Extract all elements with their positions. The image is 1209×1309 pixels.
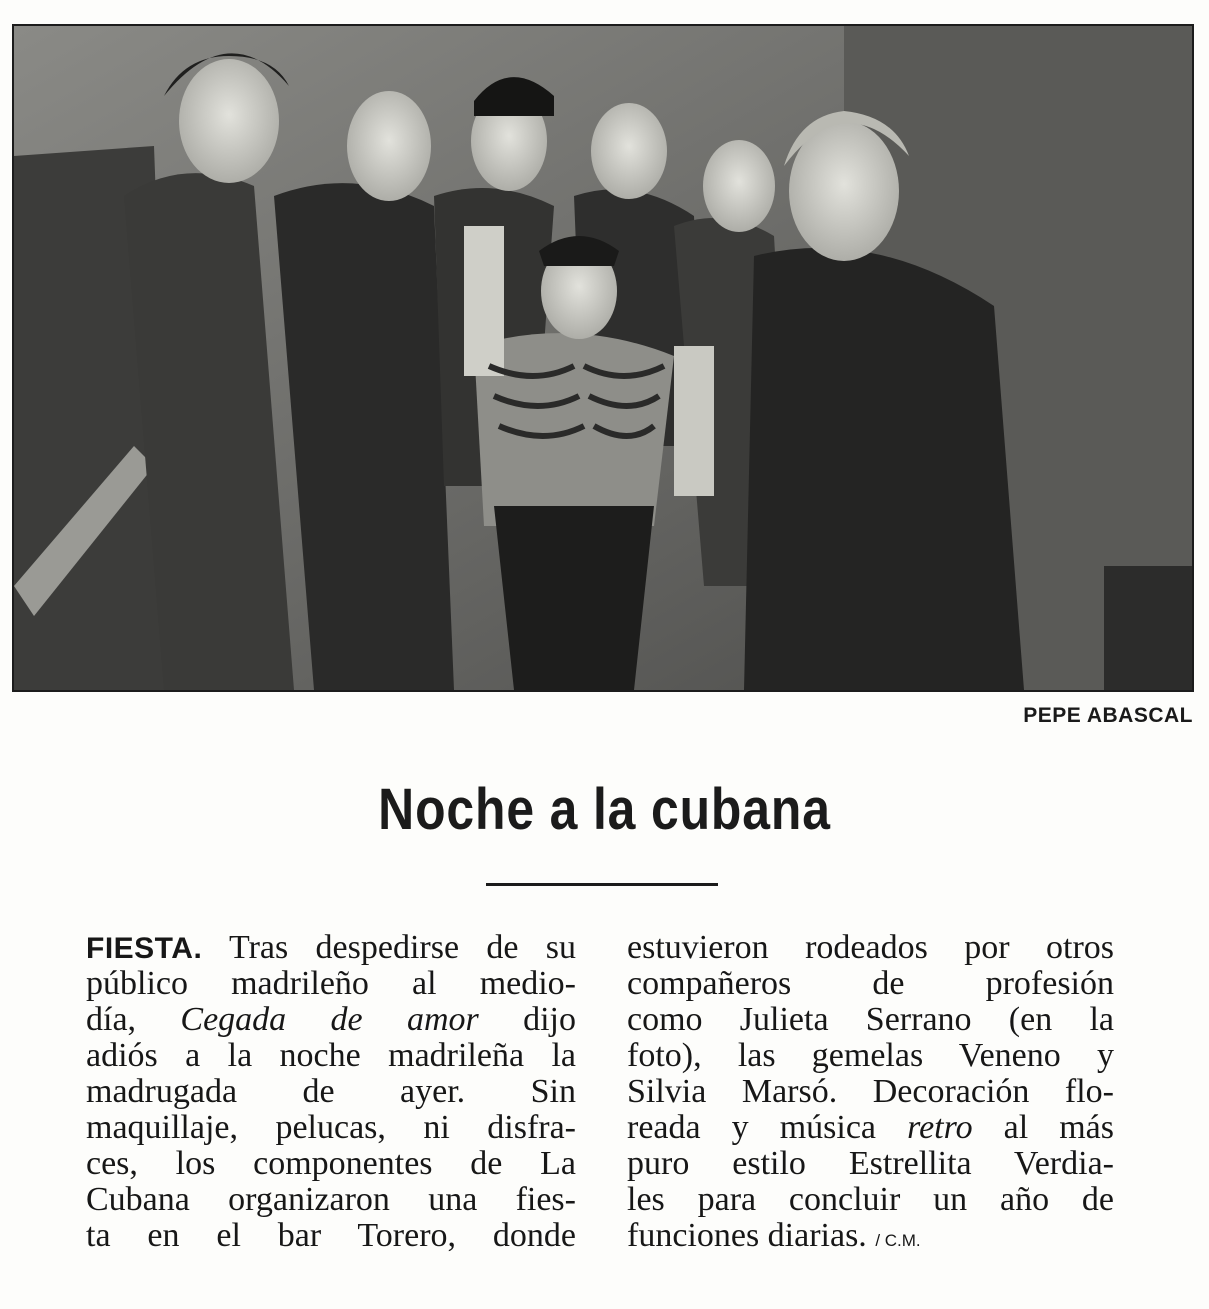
text-line: ta en el bar Torero, donde [86,1217,576,1254]
text-line: funciones diarias. / C.M. [627,1217,921,1254]
photo-credit: PEPE ABASCAL [1023,704,1193,727]
text-line: madrugada de ayer. Sin [86,1073,576,1110]
text-line: compañeros de profesión [627,965,1114,1002]
text-line: foto), las gemelas Veneno y [627,1037,1114,1074]
article-column-1 [86,930,576,1254]
group-photo [12,24,1194,692]
text-line: FIESTA. Tras despedirse de su [86,929,577,966]
text-line: ces, los componentes de La [86,1145,576,1182]
author-signature: / C.M. [875,1231,921,1250]
text-line: Silvia Marsó. Decoración flo- [627,1073,1114,1110]
text-line: maquillaje, pelucas, ni disfra- [86,1109,576,1146]
headline: Noche a la cubana [378,777,831,842]
text-line: les para concluir un año de [627,1181,1114,1218]
text-line: Cubana organizaron una fies- [86,1181,576,1218]
text-line: público madrileño al medio- [86,965,576,1002]
text-line: puro estilo Estrellita Verdia- [627,1145,1114,1182]
film-title: Cegada de amor [180,1001,479,1038]
text-line: día, Cegada de amor dijo [86,1001,577,1038]
lead-word: FIESTA. [86,932,203,965]
headline-divider [486,883,718,886]
group-photo-icon [14,26,1192,690]
text-line: como Julieta Serrano (en la [627,1001,1114,1038]
italic-word: retro [907,1109,973,1146]
text-line: reada y música retro al más [627,1109,1115,1146]
text-line: estuvieron rodeados por otros [627,929,1114,966]
text-line: adiós a la noche madrileña la [86,1037,576,1074]
article-column-2 [627,930,1114,1254]
